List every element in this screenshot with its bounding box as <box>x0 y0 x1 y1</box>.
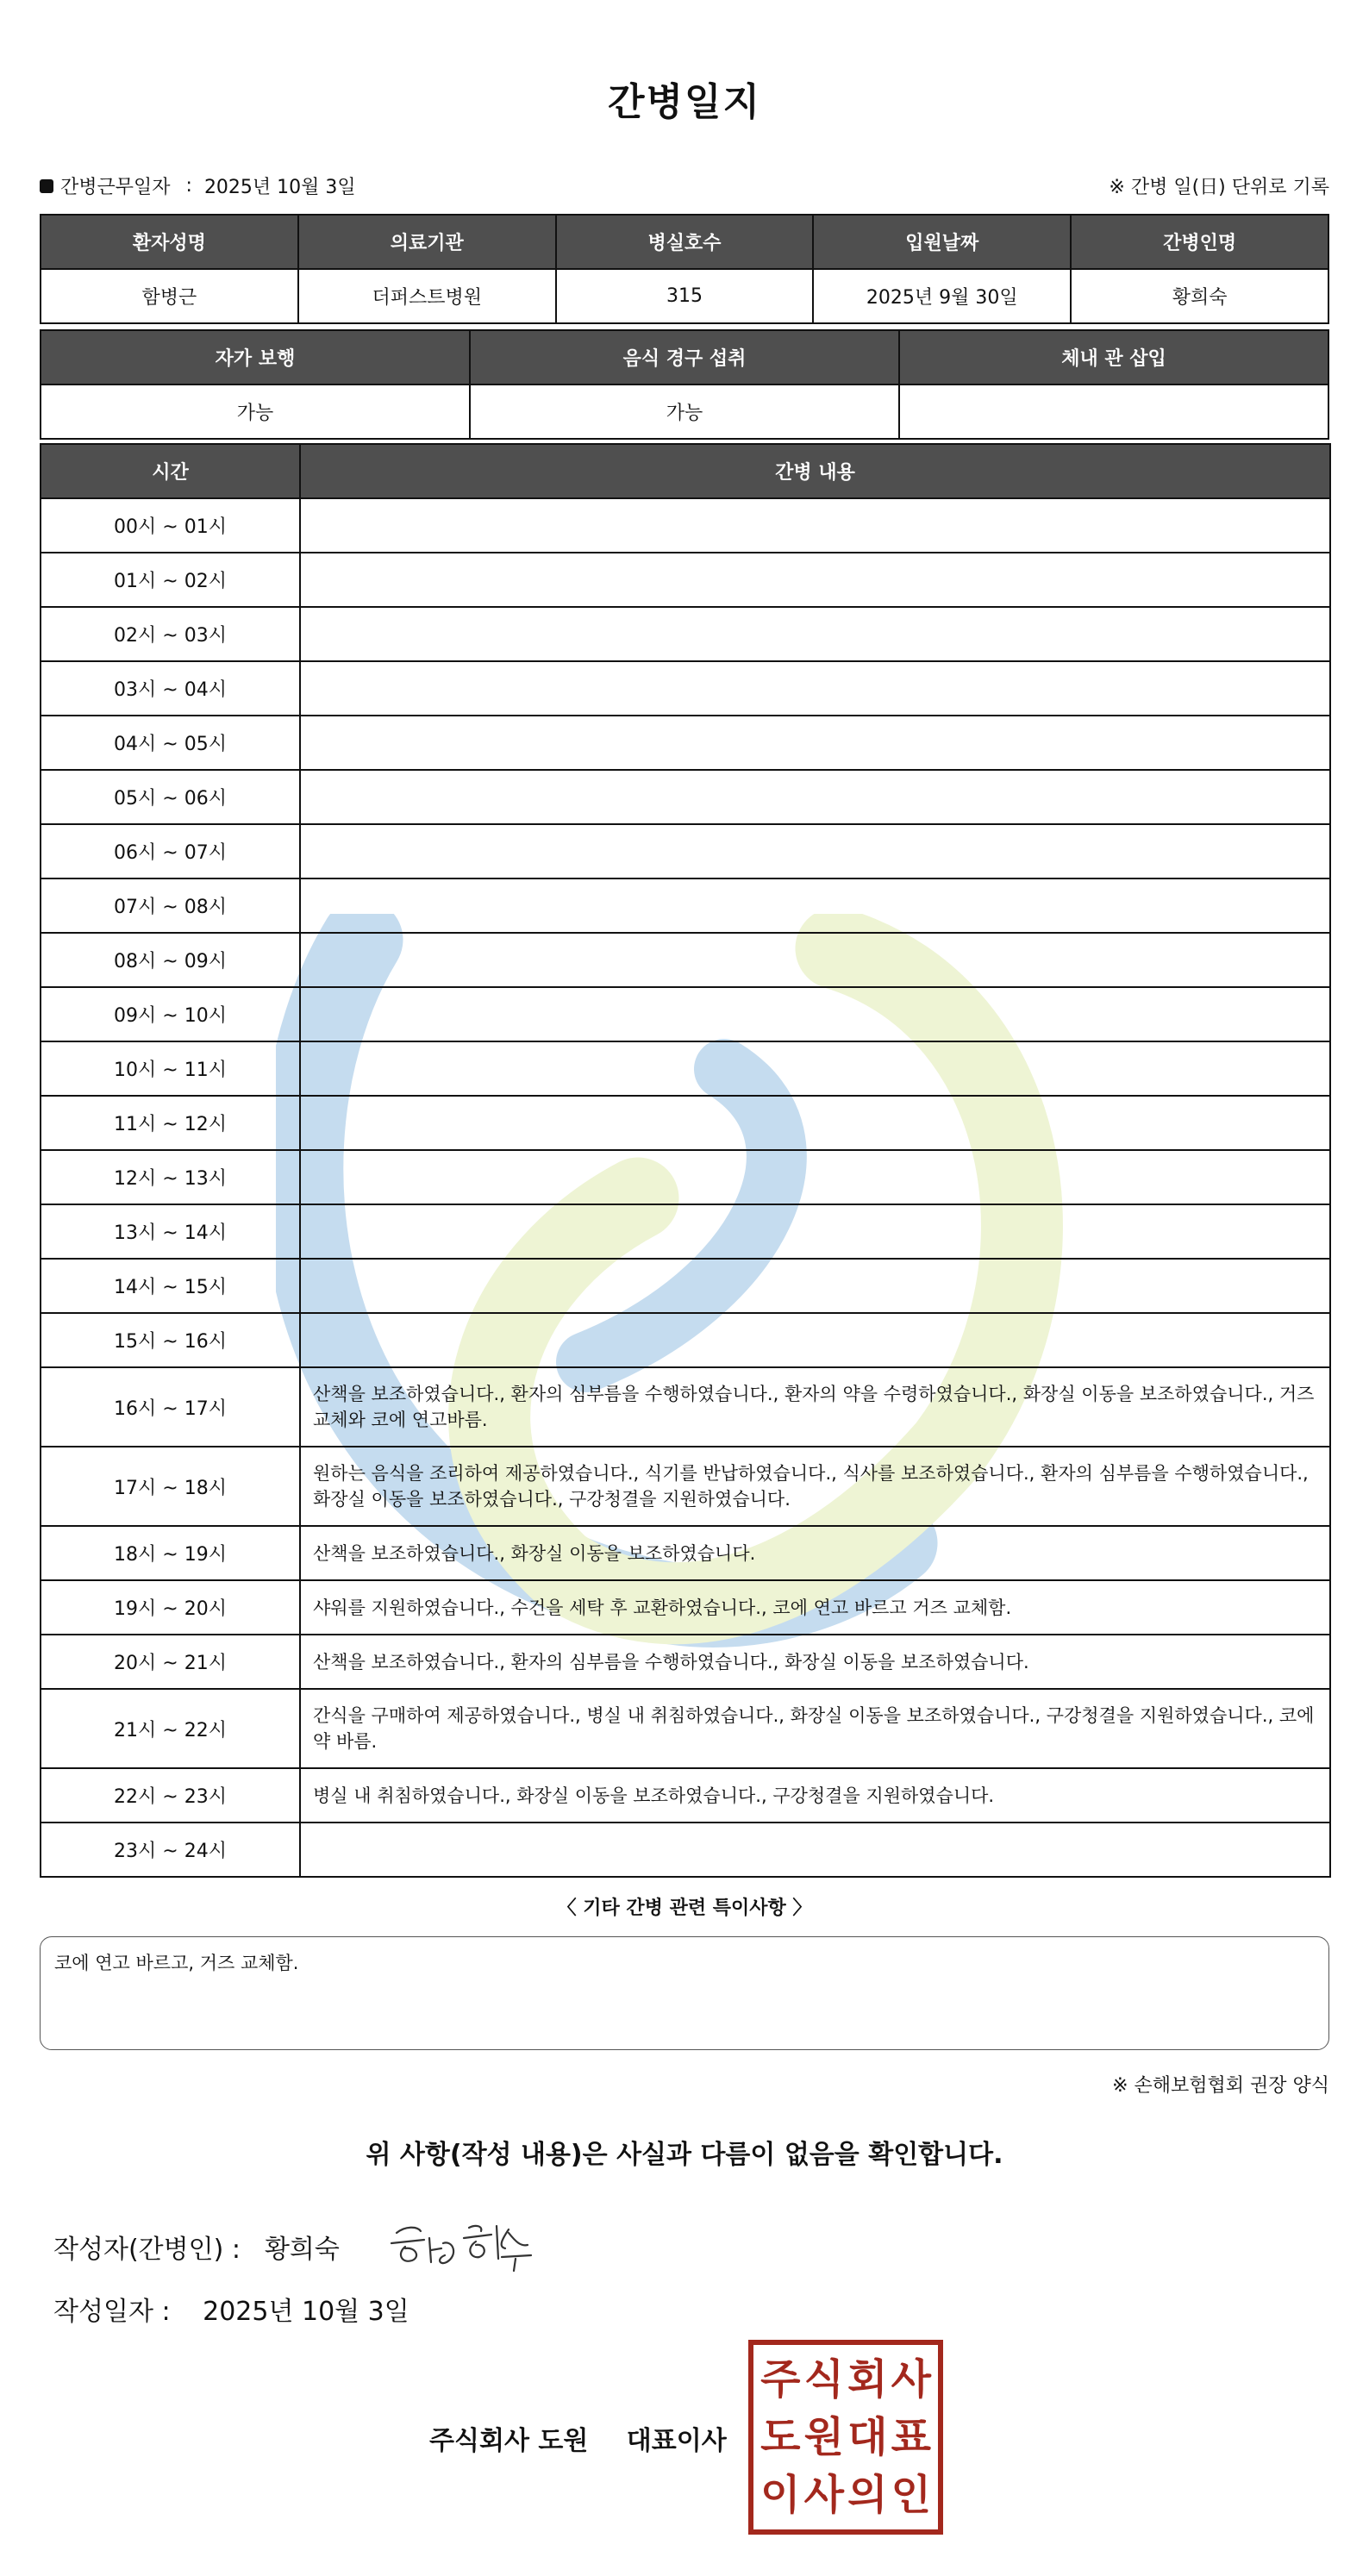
content-cell <box>300 933 1330 987</box>
table-row <box>41 1204 1330 1259</box>
form-note: ※ 손해보험협회 권장 양식 <box>1112 2075 1329 2097</box>
content-cell: 산책을 보조하였습니다., 환자의 심부름을 수행하였습니다., 화장실 이동을 보조하였습니다. <box>300 1635 1330 1689</box>
content-cell <box>300 1204 1330 1259</box>
seal-char: 주 <box>760 2354 801 2404</box>
written-date-line <box>53 2290 409 2328</box>
time-cell: 04시 ~ 05시 <box>41 716 300 770</box>
header-room: 병실호수 <box>556 215 814 269</box>
table-row <box>41 607 1330 661</box>
table-row <box>41 1689 1330 1768</box>
seal-char: 의 <box>847 2471 888 2520</box>
time-cell: 03시 ~ 04시 <box>41 661 300 716</box>
content-cell <box>300 987 1330 1041</box>
content-cell: 산책을 보조하였습니다., 환자의 심부름을 수행하였습니다., 환자의 약을 수령하였습니다., 화장실 이동을 보조하였습니다., 거즈 교체와 코에 연고바름. <box>300 1367 1330 1447</box>
notes-title: 〈 기타 간병 관련 특이사항 〉 <box>557 1898 812 1919</box>
content-cell: 병실 내 취침하였습니다., 화장실 이동을 보조하였습니다., 구강청결을 지원하였습니다. <box>300 1768 1330 1823</box>
time-cell: 00시 ~ 01시 <box>41 498 300 553</box>
patient-name: 함병근 <box>41 269 298 323</box>
written-date-value: 2025년 10월 3일 <box>203 2297 409 2327</box>
walking-status: 가능 <box>41 385 470 439</box>
seal-char: 표 <box>891 2412 931 2461</box>
header-oral-intake: 음식 경구 섭취 <box>470 330 899 385</box>
content-cell <box>300 878 1330 933</box>
content-cell <box>300 498 1330 553</box>
table-row <box>41 498 1330 553</box>
content-cell: 샤워를 지원하였습니다., 수건을 세탁 후 교환하였습니다., 코에 연고 바르고 거즈 교체함. <box>300 1580 1330 1635</box>
time-cell: 06시 ~ 07시 <box>41 824 300 878</box>
table-row <box>41 878 1330 933</box>
time-cell: 14시 ~ 15시 <box>41 1259 300 1313</box>
time-cell: 19시 ~ 20시 <box>41 1580 300 1635</box>
table-row <box>41 1580 1330 1635</box>
time-cell: 10시 ~ 11시 <box>41 1041 300 1096</box>
oral-intake-status: 가능 <box>470 385 899 439</box>
header-care-content: 간병 내용 <box>300 444 1330 498</box>
time-cell: 13시 ~ 14시 <box>41 1204 300 1259</box>
writer-name: 황희숙 <box>264 2235 340 2265</box>
time-cell: 12시 ~ 13시 <box>41 1150 300 1204</box>
content-cell <box>300 824 1330 878</box>
content-cell <box>300 1823 1330 1877</box>
table-row <box>41 1768 1330 1823</box>
header-hospital: 의료기관 <box>298 215 556 269</box>
seal-char: 원 <box>803 2412 844 2461</box>
header-patient-name: 환자성명 <box>41 215 298 269</box>
tube-insertion-status <box>899 385 1328 439</box>
seal-char: 사 <box>803 2471 844 2520</box>
table-row <box>41 1447 1330 1526</box>
care-log-table <box>40 443 1331 1878</box>
table-row <box>41 770 1330 824</box>
time-cell: 21시 ~ 22시 <box>41 1689 300 1768</box>
confirmation-statement: 위 사항(작성 내용)은 사실과 다름이 없음을 확인합니다. <box>366 2140 1003 2170</box>
work-date-line <box>40 172 356 199</box>
time-cell: 02시 ~ 03시 <box>41 607 300 661</box>
company-name: 주식회사 도원 <box>429 2426 589 2456</box>
header-tube-insertion: 체내 관 삽입 <box>899 330 1328 385</box>
caregiver-name: 황희숙 <box>1071 269 1328 323</box>
time-cell: 20시 ~ 21시 <box>41 1635 300 1689</box>
seal-char: 도 <box>760 2412 801 2461</box>
work-date-separator: : <box>185 175 192 197</box>
header-walking: 자가 보행 <box>41 330 470 385</box>
unit-note: ※ 간병 일(日) 단위로 기록 <box>1109 177 1329 198</box>
table-row <box>41 1259 1330 1313</box>
document-title: 간병일지 <box>607 80 761 124</box>
writer-line <box>53 2228 340 2266</box>
content-cell <box>300 770 1330 824</box>
content-cell <box>300 716 1330 770</box>
seal-char: 이 <box>760 2471 801 2520</box>
content-cell: 원하는 음식을 조리하여 제공하였습니다., 식기를 반납하였습니다., 식사를 보조하였습니다., 환자의 심부름을 수행하였습니다., 화장실 이동을 보조하였습니다., 구강청결을 지원하였습니다. <box>300 1447 1330 1526</box>
time-cell: 01시 ~ 02시 <box>41 553 300 607</box>
written-date-label: 작성일자 : <box>53 2297 171 2327</box>
company-title: 대표이사 <box>626 2426 727 2456</box>
notes-content: 코에 연고 바르고, 거즈 교체함. <box>54 1953 299 1973</box>
seal-char: 대 <box>847 2412 888 2461</box>
content-cell <box>300 607 1330 661</box>
content-cell: 산책을 보조하였습니다., 화장실 이동을 보조하였습니다. <box>300 1526 1330 1580</box>
seal-char: 인 <box>891 2471 931 2520</box>
handwritten-signature <box>379 2209 543 2278</box>
table-row <box>41 1150 1330 1204</box>
table-row <box>41 661 1330 716</box>
table-row <box>41 553 1330 607</box>
table-row <box>41 1823 1330 1877</box>
time-cell: 08시 ~ 09시 <box>41 933 300 987</box>
content-cell <box>300 661 1330 716</box>
patient-status-table <box>40 329 1329 440</box>
time-cell: 11시 ~ 12시 <box>41 1096 300 1150</box>
table-row <box>41 1367 1330 1447</box>
table-row <box>41 1635 1330 1689</box>
admission-date: 2025년 9월 30일 <box>813 269 1071 323</box>
content-cell <box>300 1150 1330 1204</box>
table-row <box>41 1096 1330 1150</box>
header-admission-date: 입원날짜 <box>813 215 1071 269</box>
work-date-value: 2025년 10월 3일 <box>203 177 356 198</box>
work-date-label: 간병근무일자 <box>60 177 171 198</box>
hospital-name: 더퍼스트병원 <box>298 269 556 323</box>
time-cell: 09시 ~ 10시 <box>41 987 300 1041</box>
seal-char: 사 <box>891 2354 931 2404</box>
time-cell: 22시 ~ 23시 <box>41 1768 300 1823</box>
time-cell: 18시 ~ 19시 <box>41 1526 300 1580</box>
content-cell <box>300 1096 1330 1150</box>
table-row <box>41 933 1330 987</box>
writer-label: 작성자(간병인) : <box>53 2235 241 2265</box>
table-row <box>41 824 1330 878</box>
table-row <box>41 1313 1330 1367</box>
header-caregiver: 간병인명 <box>1071 215 1328 269</box>
time-cell: 17시 ~ 18시 <box>41 1447 300 1526</box>
header-time: 시간 <box>41 444 300 498</box>
time-cell: 23시 ~ 24시 <box>41 1823 300 1877</box>
table-row <box>41 987 1330 1041</box>
content-cell <box>300 1259 1330 1313</box>
table-row <box>41 1041 1330 1096</box>
time-cell: 05시 ~ 06시 <box>41 770 300 824</box>
time-cell: 15시 ~ 16시 <box>41 1313 300 1367</box>
room-number: 315 <box>556 269 814 323</box>
bullet-square-icon <box>40 179 53 193</box>
table-row <box>41 1526 1330 1580</box>
company-seal-stamp <box>748 2340 943 2535</box>
table-row <box>41 716 1330 770</box>
seal-char: 회 <box>847 2354 888 2404</box>
time-cell: 07시 ~ 08시 <box>41 878 300 933</box>
content-cell <box>300 553 1330 607</box>
company-line <box>429 2419 727 2457</box>
content-cell <box>300 1313 1330 1367</box>
notes-box <box>40 1936 1329 2050</box>
patient-info-table <box>40 214 1329 324</box>
content-cell <box>300 1041 1330 1096</box>
content-cell: 간식을 구매하여 제공하였습니다., 병실 내 취침하였습니다., 화장실 이동을 보조하였습니다., 구강청결을 지원하였습니다., 코에 약 바름. <box>300 1689 1330 1768</box>
seal-char: 식 <box>803 2354 844 2404</box>
time-cell: 16시 ~ 17시 <box>41 1367 300 1447</box>
